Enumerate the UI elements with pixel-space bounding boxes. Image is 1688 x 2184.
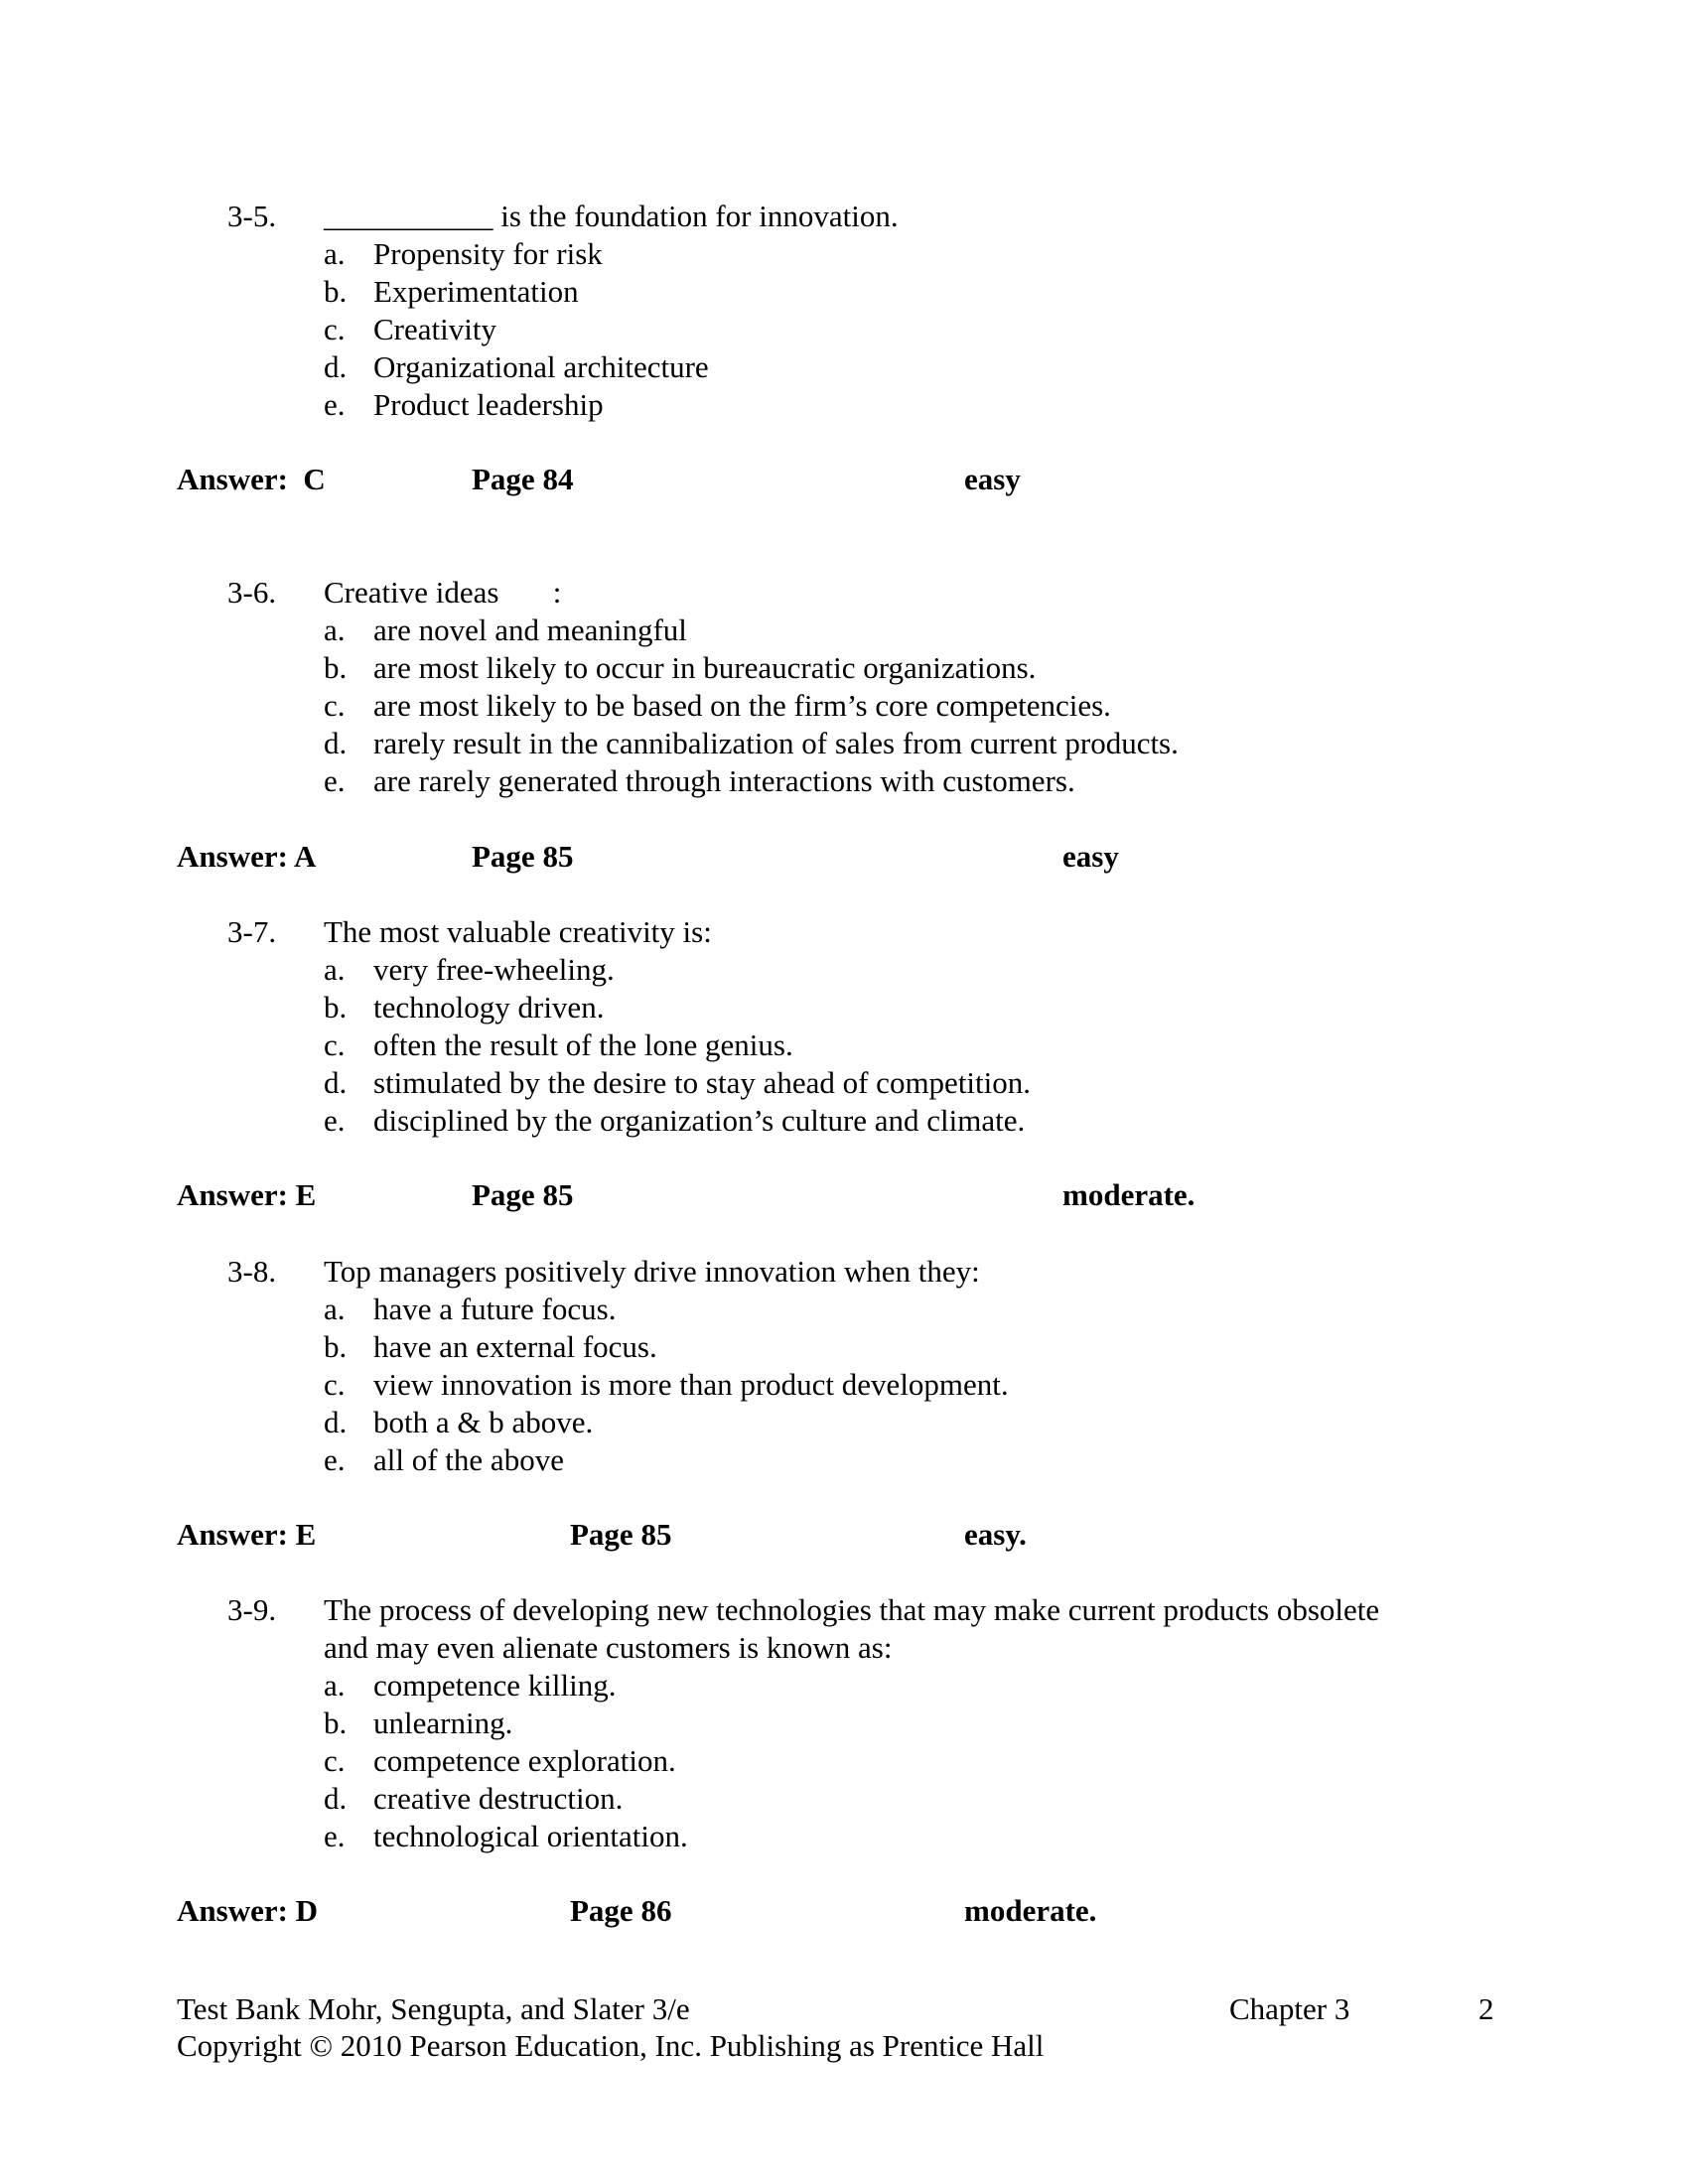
option-text: are rarely generated through interactions with customers. bbox=[373, 763, 1075, 798]
page-reference: Page 86 bbox=[570, 1893, 672, 1928]
page-reference: Page 85 bbox=[570, 1517, 672, 1552]
option-text: are most likely to be based on the firm’s core competencies. bbox=[373, 688, 1111, 723]
question-text: The most valuable creativity is: bbox=[324, 914, 712, 949]
option-letter: c. bbox=[324, 1743, 346, 1778]
answer-key: Answer: A bbox=[177, 839, 317, 874]
option-text: technological orientation. bbox=[373, 1819, 688, 1853]
question-text: and may even alienate customers is known as: bbox=[324, 1630, 893, 1665]
option-text: all of the above bbox=[373, 1442, 564, 1477]
difficulty-level: easy bbox=[964, 462, 1021, 496]
option-text: Propensity for risk bbox=[373, 236, 603, 271]
question-text: ___________ is the foundation for innovation. bbox=[324, 199, 899, 233]
option-letter: d. bbox=[324, 1781, 348, 1816]
option-letter: b. bbox=[324, 650, 348, 685]
option-letter: d. bbox=[324, 349, 348, 384]
option-letter: d. bbox=[324, 1065, 348, 1100]
answer-key: Answer: E bbox=[177, 1177, 317, 1212]
option-letter: a. bbox=[324, 1292, 346, 1326]
option-text: competence exploration. bbox=[373, 1743, 676, 1778]
option-text: unlearning. bbox=[373, 1706, 513, 1740]
option-letter: e. bbox=[324, 763, 346, 798]
option-text: often the result of the lone genius. bbox=[373, 1027, 793, 1062]
option-letter: b. bbox=[324, 1706, 348, 1740]
question-number: 3-5. bbox=[227, 199, 277, 233]
option-letter: c. bbox=[324, 1367, 346, 1402]
page-reference: Page 84 bbox=[472, 462, 574, 496]
option-letter: a. bbox=[324, 1668, 346, 1703]
option-text: Product leadership bbox=[373, 387, 604, 422]
page-reference: Page 85 bbox=[472, 1177, 574, 1212]
option-letter: a. bbox=[324, 952, 346, 987]
question-text: Top managers positively drive innovation when they: bbox=[324, 1254, 980, 1289]
option-text: have an external focus. bbox=[373, 1329, 657, 1364]
option-letter: b. bbox=[324, 1329, 348, 1364]
page-reference: Page 85 bbox=[472, 839, 574, 874]
option-text: Experimentation bbox=[373, 274, 579, 309]
question-text: The process of developing new technologies that may make current products obsolete bbox=[324, 1592, 1380, 1627]
footer-title: Test Bank Mohr, Sengupta, and Slater 3/e bbox=[177, 1991, 690, 2026]
option-letter: c. bbox=[324, 312, 346, 346]
option-letter: a. bbox=[324, 613, 346, 647]
answer-key: Answer: D bbox=[177, 1893, 319, 1928]
option-text: are most likely to occur in bureaucratic organizations. bbox=[373, 650, 1037, 685]
answer-key: Answer: C bbox=[177, 462, 326, 496]
difficulty-level: easy. bbox=[964, 1517, 1027, 1552]
option-text: competence killing. bbox=[373, 1668, 617, 1703]
option-text: view innovation is more than product development. bbox=[373, 1367, 1009, 1402]
footer-chapter: Chapter 3 bbox=[1229, 1991, 1350, 2026]
option-letter: e. bbox=[324, 387, 346, 422]
option-text: technology driven. bbox=[373, 990, 605, 1024]
option-text: stimulated by the desire to stay ahead of competition. bbox=[373, 1065, 1032, 1100]
difficulty-level: moderate. bbox=[964, 1893, 1097, 1928]
option-letter: e. bbox=[324, 1103, 346, 1138]
answer-key: Answer: E bbox=[177, 1517, 317, 1552]
option-text: rarely result in the cannibalization of sales from current products. bbox=[373, 726, 1179, 760]
option-text: have a future focus. bbox=[373, 1292, 617, 1326]
option-letter: b. bbox=[324, 990, 348, 1024]
question-text: Creative ideas : bbox=[324, 575, 562, 610]
option-text: are novel and meaningful bbox=[373, 613, 687, 647]
option-text: Organizational architecture bbox=[373, 349, 709, 384]
option-letter: c. bbox=[324, 1027, 346, 1062]
option-text: both a & b above. bbox=[373, 1405, 594, 1439]
footer-page-number: 2 bbox=[1478, 1991, 1494, 2026]
question-number: 3-9. bbox=[227, 1592, 277, 1627]
option-letter: e. bbox=[324, 1442, 346, 1477]
footer-copyright: Copyright © 2010 Pearson Education, Inc. Publishing as Prentice Hall bbox=[177, 2028, 1045, 2063]
option-letter: d. bbox=[324, 1405, 348, 1439]
option-text: very free-wheeling. bbox=[373, 952, 615, 987]
option-text: creative destruction. bbox=[373, 1781, 624, 1816]
difficulty-level: easy bbox=[1062, 839, 1119, 874]
option-letter: d. bbox=[324, 726, 348, 760]
option-letter: c. bbox=[324, 688, 346, 723]
question-number: 3-8. bbox=[227, 1254, 277, 1289]
option-text: disciplined by the organization’s culture and climate. bbox=[373, 1103, 1026, 1138]
option-text: Creativity bbox=[373, 312, 496, 346]
option-letter: a. bbox=[324, 236, 346, 271]
option-letter: b. bbox=[324, 274, 348, 309]
difficulty-level: moderate. bbox=[1062, 1177, 1196, 1212]
question-number: 3-7. bbox=[227, 914, 277, 949]
question-number: 3-6. bbox=[227, 575, 277, 610]
option-letter: e. bbox=[324, 1819, 346, 1853]
